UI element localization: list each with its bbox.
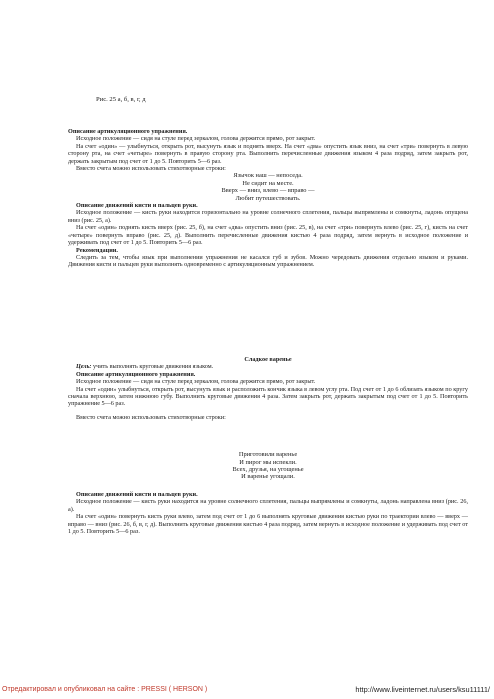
exercise-title: Сладкое варенье — [244, 356, 292, 363]
section-tongue-traveler — [68, 128, 468, 269]
paragraph: Следить за тем, чтобы язык при выполнении упражнения не касался губ и зубов. Можно чередовать движения отдельно языком и руками. Движения кисти и пальцев руки выполнять одновременно с артикуляционным упражнением. — [68, 253, 468, 269]
section-sweet-jam — [68, 356, 468, 535]
paragraph: Исходное положение — кисть руки находится горизонтально на уровне солнечного сплетения, пальцы выпрямлены и сомкнуты, ладонь опущена вниз (рис. 25, а). — [68, 209, 468, 224]
paragraph: Исходное положение — кисть руки находится на уровне солнечного сплетения, пальцы выпрямлены и сомкнуты, ладонь направлена вниз (рис. 26, а). — [68, 498, 468, 513]
heading-articulation: Описание артикуляционного упражнения. — [76, 370, 196, 378]
heading-hand-movement: Описание движений кисти и пальцев руки. — [76, 202, 198, 210]
paragraph: Исходное положение — сидя на стуле перед зеркалом, голова держится прямо, рот закрыт. — [76, 378, 316, 386]
poem — [68, 172, 468, 202]
poem-line: Любит путешествовать. — [235, 194, 301, 202]
poem-line: Вверх — вниз, влево — вправо — — [221, 187, 315, 195]
publisher-credit: Отредактировал и опубликовал на сайте : PRESSI ( HERSON ) — [2, 686, 208, 693]
poem-line: И варенье угощали. — [241, 473, 295, 481]
paragraph: Вместо счета можно использовать стихотворные строки: — [76, 413, 226, 421]
figure-caption: Рис. 25 а, б, в, г, д — [96, 96, 146, 103]
paragraph: На счет «один» улыбнуться, открыть рот, высунуть язык и расположить кончик языка в левом углу рта. Под счет от 1 до 6 облизать языком по кругу сначала верхнюю, затем нижнюю губу. Выполнить круговые движения 4 раза. Затем закрыть рот, держать закрытым под счет от 1 до 5. Повторить упражнение 5—6 раз. — [68, 385, 468, 408]
paragraph: На счет «один» — улыбнуться, открыть рот, высунуть язык и поднять вверх. На счет «два» опустить язык вниз, на счет «три» повернуть в левую сторону рта, на счет «четыре» повернуть в правую сторону рта. Выполнить перечисленные движения языком 4 раза подряд, затем закрыть рот, держать закрытым под счет от 1 до 5. Повторить 5—6 раз. — [68, 142, 468, 165]
poem-line: И пирог мы испекли. — [239, 458, 297, 466]
heading-recommendations: Рекомендации. — [76, 246, 118, 254]
source-url-link[interactable]: http://www.liveinternet.ru/users/ksu11111/ — [355, 685, 490, 694]
poem-line: Не сидит на месте. — [242, 179, 294, 187]
poem-line: Приготовили варенье — [238, 451, 298, 459]
poem-line: Язычок наш — непоседа. — [233, 172, 303, 180]
paragraph: На счет «один» поднять кисть вверх (рис. 25, б), на счет «два» опустить вниз (рис. 25, в), на счет «три» повернуть влево (рис. 25, г), кисть на счет «четыре» повернуть вправо (рис. 25, д). Выполнить перечисленные движения кистью 4 раза подряд, затем вернуть в исходное положение и удерживать под счет от 1 до 5. Повторить 5—6 раз. — [68, 224, 468, 247]
poem — [68, 451, 468, 481]
goal-text: учить выполнять круговые движения языком. — [93, 363, 214, 371]
paragraph: Вместо счета можно использовать стихотворные строки: — [76, 165, 226, 173]
heading-hand-movement: Описание движений кисти и пальцев руки. — [76, 490, 198, 498]
goal-label: Цель: — [76, 363, 92, 371]
paragraph: Исходное положение — сидя на стуле перед зеркалом, голова держится прямо, рот закрыт. — [76, 135, 316, 143]
poem-line: Всех, друзья, на угощенье — [232, 466, 304, 474]
heading-articulation: Описание артикуляционного упражнения. — [68, 128, 188, 135]
paragraph: На счет «один» повернуть кисть руки влево, затем под счет от 1 до 6 выполнять круговые движения кистью руки по траектории влево — вверх — вправо — вниз (рис. 26, б, в, г, д). Выполнить круговые движения кистью 4 раза подряд, затем вернуть в исходное положение и удерживать под счет от 1 до 5. Повторить 5—6 раз. — [68, 513, 468, 535]
